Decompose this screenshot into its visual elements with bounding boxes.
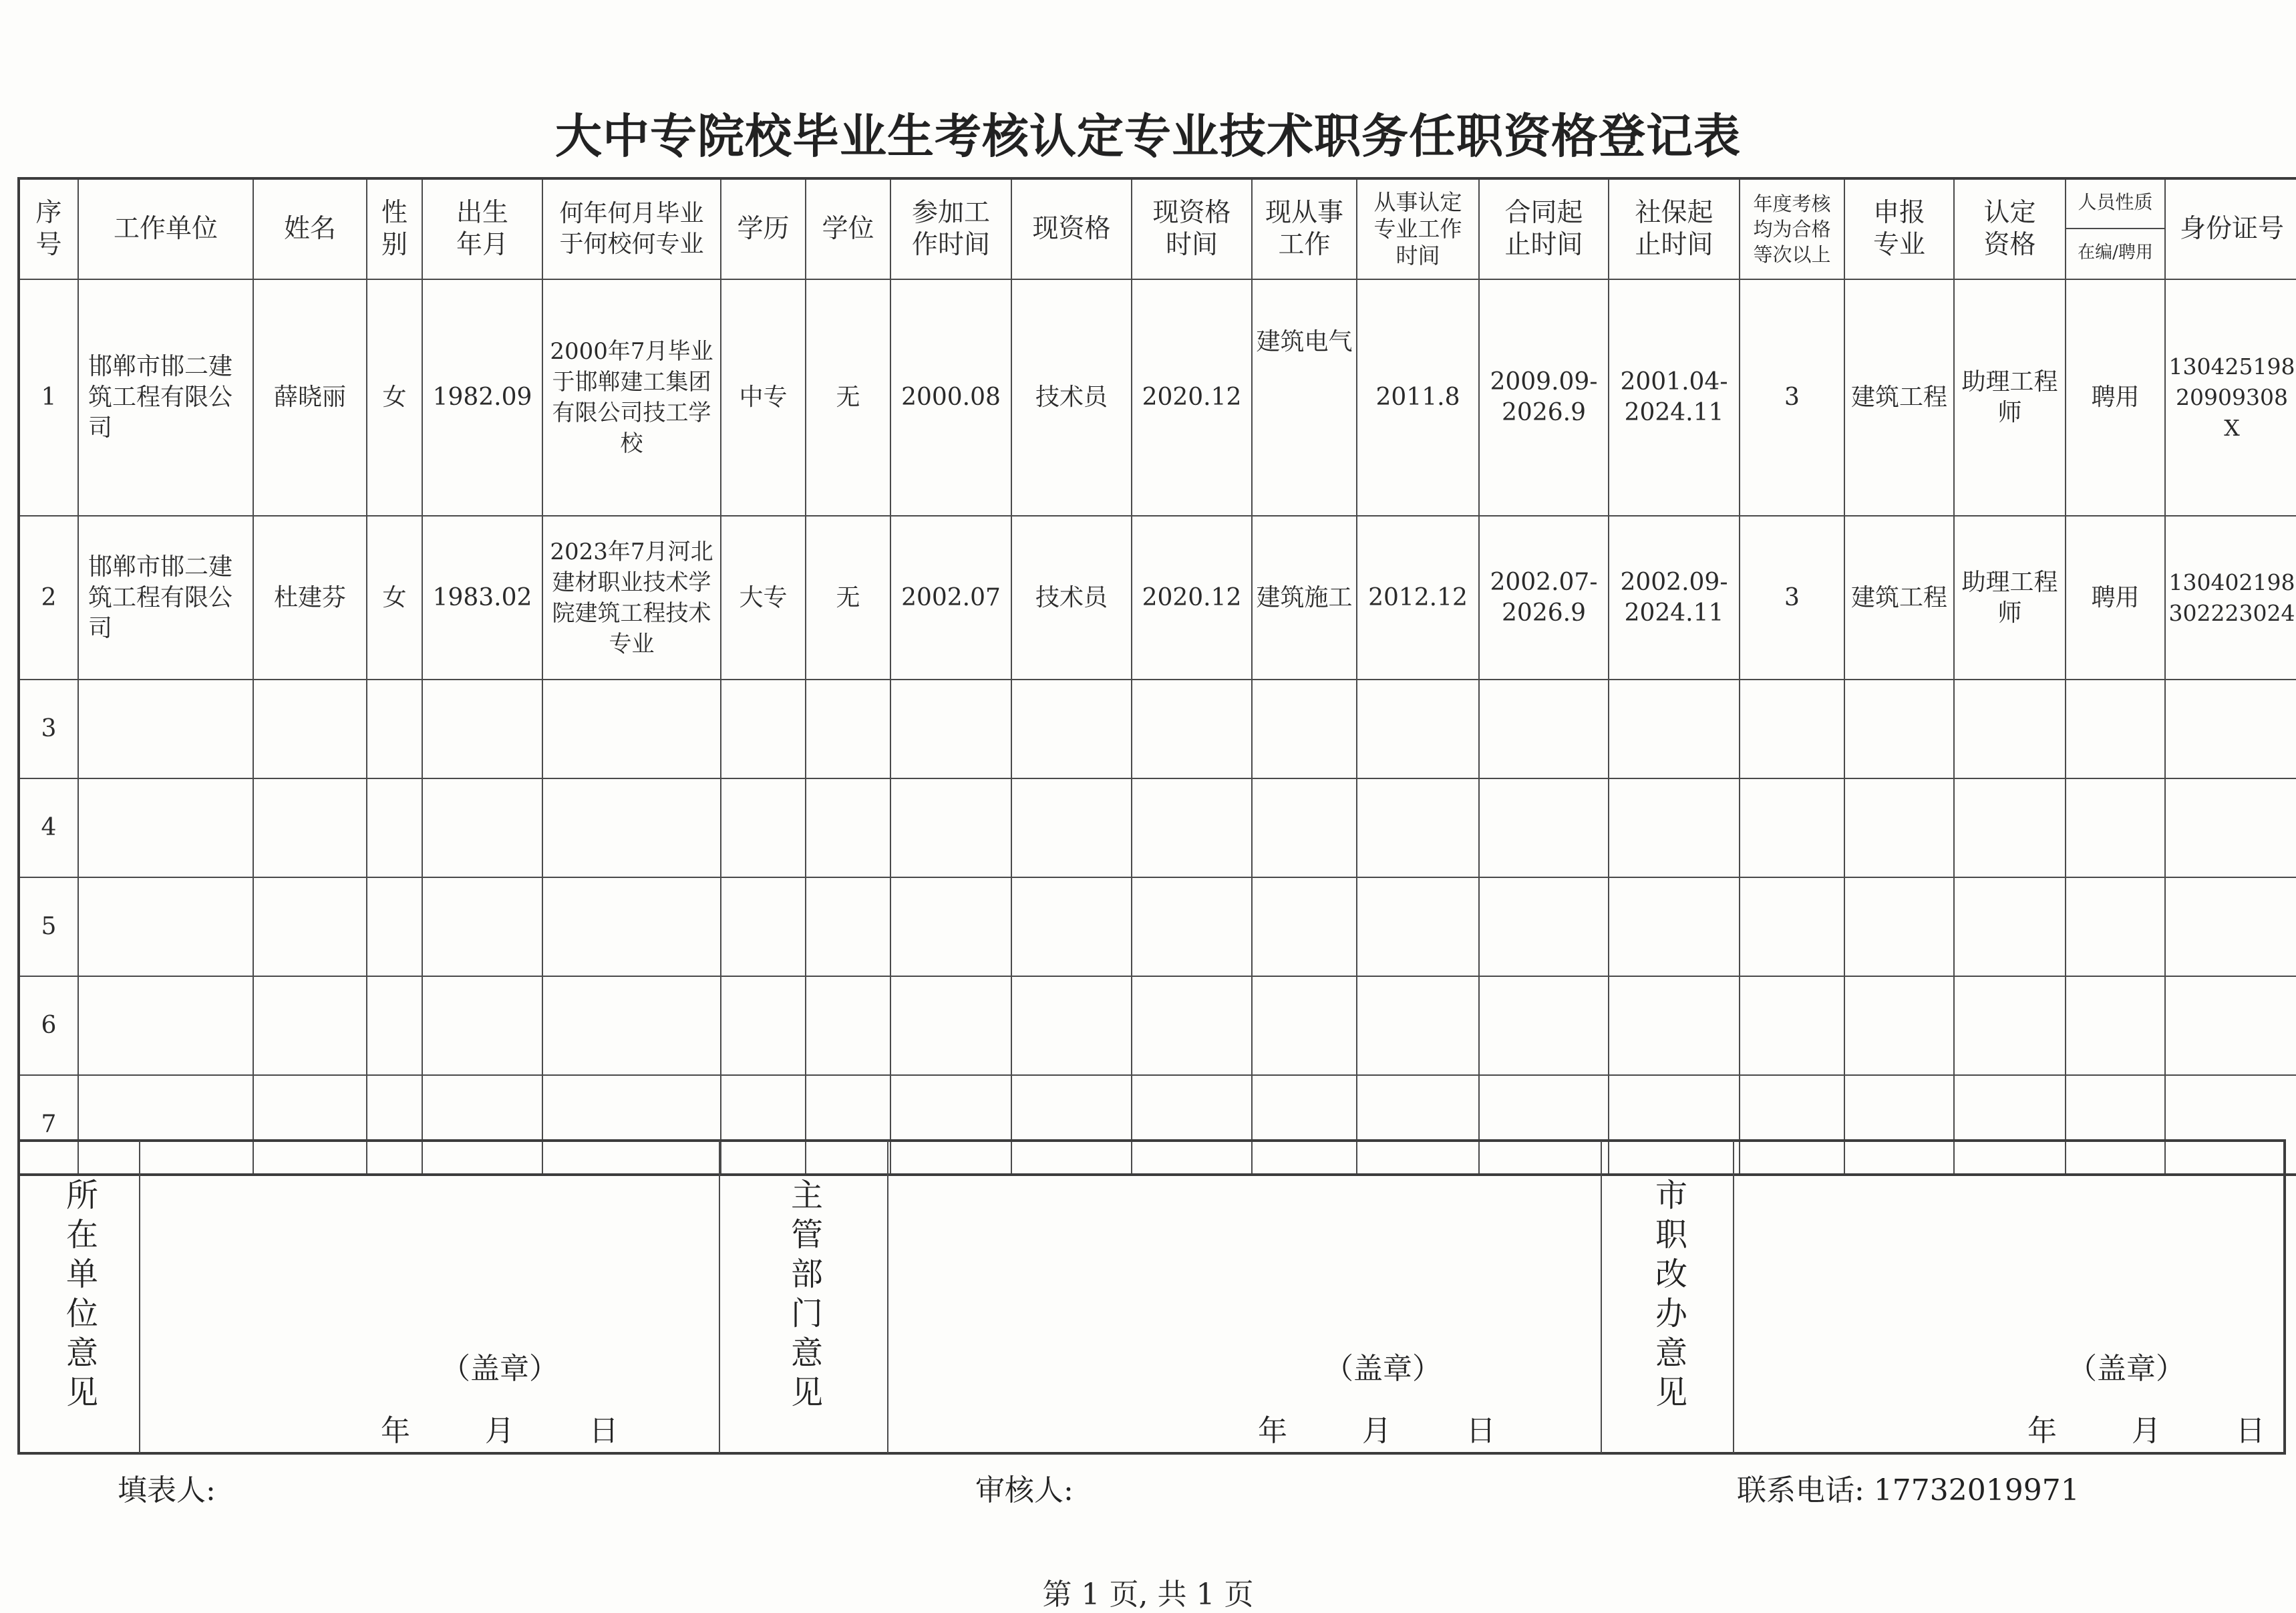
cell-current-qualification-time: 2020.12 <box>1132 279 1252 516</box>
department-date-text: 年 月 日 <box>1258 1414 1496 1448</box>
cell-annual-assessment: 3 <box>1740 279 1844 516</box>
filler-label: 填表人: <box>118 1473 216 1507</box>
cell-current-qualification: 技术员 <box>1011 279 1132 516</box>
header-current-qualification: 现资格 <box>1011 178 1132 279</box>
cell-staff-type: 聘用 <box>2066 279 2165 516</box>
header-certified-work-time: 从事认定 专业工作 时间 <box>1357 178 1479 279</box>
header-degree: 学位 <box>806 178 890 279</box>
table-row <box>19 680 2296 778</box>
header-apply-major: 申报 专业 <box>1844 178 1954 279</box>
cell-education: 中专 <box>721 279 806 516</box>
cell-apply-major: 建筑工程 <box>1844 279 1954 516</box>
cell-name: 薛晓丽 <box>253 279 367 516</box>
header-id-number: 身份证号 <box>2165 178 2296 279</box>
registration-table <box>17 177 2296 1176</box>
cell-unit: 邯郸市邯二建筑工程有限公司 <box>78 279 253 516</box>
cell-work-start: 2002.07 <box>890 516 1011 680</box>
cell-contract-period: 2009.09- 2026.9 <box>1479 279 1609 516</box>
header-gender: 性 别 <box>367 178 422 279</box>
header-education: 学历 <box>721 178 806 279</box>
cell-gender: 女 <box>367 516 422 680</box>
header-current-qualification-time: 现资格 时间 <box>1132 178 1252 279</box>
cell-gender: 女 <box>367 279 422 516</box>
department-seal-text: （盖章） <box>1324 1352 1442 1386</box>
cell-current-job: 建筑施工 <box>1252 516 1357 680</box>
cell-birth: 1983.02 <box>422 516 542 680</box>
table-row <box>19 976 2296 1075</box>
header-staff-type-options: 在编/聘用 <box>2078 243 2153 263</box>
cell-graduation: 2023年7月河北建材职业技术学院建筑工程技术专业 <box>542 516 721 680</box>
header-current-job: 现从事 工作 <box>1252 178 1357 279</box>
cell-degree: 无 <box>806 279 890 516</box>
cell-seq: 3 <box>19 680 78 778</box>
cell-id-number: 130402198 302223024 <box>2165 516 2296 680</box>
cell-id-number: 130425198 20909308X <box>2165 279 2296 516</box>
table-row <box>19 877 2296 976</box>
cell-seq: 4 <box>19 778 78 877</box>
header-seq: 序 号 <box>19 178 78 279</box>
cell-current-job: 建筑电气 <box>1252 279 1357 516</box>
opinion-divider <box>887 1141 888 1453</box>
cell-certified-qualification: 助理工程师 <box>1954 516 2066 680</box>
header-work-start: 参加工 作时间 <box>890 178 1011 279</box>
cell-current-qualification: 技术员 <box>1011 516 1132 680</box>
header-row <box>19 178 2296 279</box>
cell-graduation: 2000年7月毕业于邯郸建工集团有限公司技工学校 <box>542 279 721 516</box>
contact-phone: 联系电话: 17732019971 <box>1737 1473 2080 1507</box>
cell-annual-assessment: 3 <box>1740 516 1844 680</box>
cell-seq: 1 <box>19 279 78 516</box>
header-graduation: 何年何月毕业 于何校何专业 <box>542 178 721 279</box>
cell-degree: 无 <box>806 516 890 680</box>
reviewer-label: 审核人: <box>975 1473 1074 1507</box>
form-title: 大中专院校毕业生考核认定专业技术职务任职资格登记表 <box>555 109 1741 164</box>
cell-apply-major: 建筑工程 <box>1844 516 1954 680</box>
cell-certified-qualification: 助理工程师 <box>1954 279 2066 516</box>
opinion-divider <box>1601 1141 1602 1453</box>
cell-birth: 1982.09 <box>422 279 542 516</box>
table-row <box>19 279 2296 516</box>
cell-contract-period: 2002.07- 2026.9 <box>1479 516 1609 680</box>
table-row <box>19 516 2296 680</box>
unit-opinion-label: 所在单位意见 <box>65 1177 98 1411</box>
cell-seq: 2 <box>19 516 78 680</box>
cell-work-start: 2000.08 <box>890 279 1011 516</box>
cell-staff-type: 聘用 <box>2066 516 2165 680</box>
cell-certified-work-time: 2011.8 <box>1357 279 1479 516</box>
opinion-divider <box>1733 1141 1734 1453</box>
header-staff-type-title: 人员性质 <box>2066 181 2165 229</box>
opinion-divider <box>719 1141 720 1453</box>
cell-social-security-period: 2002.09- 2024.11 <box>1609 516 1740 680</box>
header-unit: 工作单位 <box>78 178 253 279</box>
cell-social-security-period: 2001.04- 2024.11 <box>1609 279 1740 516</box>
unit-date-text: 年 月 日 <box>381 1414 619 1448</box>
unit-seal-text: （盖章） <box>441 1352 558 1386</box>
cell-seq: 7 <box>19 1075 78 1175</box>
header-contract-period: 合同起 止时间 <box>1479 178 1609 279</box>
department-opinion-label: 主管部门意见 <box>790 1177 823 1411</box>
header-birth: 出生 年月 <box>422 178 542 279</box>
cell-name: 杜建芬 <box>253 516 367 680</box>
opinion-divider <box>139 1141 140 1453</box>
header-annual-assessment: 年度考核 均为合格 等次以上 <box>1740 178 1844 279</box>
cell-seq: 6 <box>19 976 78 1075</box>
header-name: 姓名 <box>253 178 367 279</box>
header-staff-type <box>2066 178 2165 279</box>
header-certified-qualification: 认定 资格 <box>1954 178 2066 279</box>
cell-seq: 5 <box>19 877 78 976</box>
opinion-section <box>17 1139 2286 1455</box>
city-office-seal-text: （盖章） <box>2068 1352 2185 1386</box>
cell-certified-work-time: 2012.12 <box>1357 516 1479 680</box>
table-row <box>19 778 2296 877</box>
page-number: 第 1 页, 共 1 页 <box>1042 1578 1254 1612</box>
cell-current-qualification-time: 2020.12 <box>1132 516 1252 680</box>
header-social-security-period: 社保起 止时间 <box>1609 178 1740 279</box>
city-office-date-text: 年 月 日 <box>2027 1414 2265 1448</box>
cell-education: 大专 <box>721 516 806 680</box>
cell-unit: 邯郸市邯二建筑工程有限公司 <box>78 516 253 680</box>
city-office-opinion-label: 市职改办意见 <box>1655 1177 1687 1411</box>
